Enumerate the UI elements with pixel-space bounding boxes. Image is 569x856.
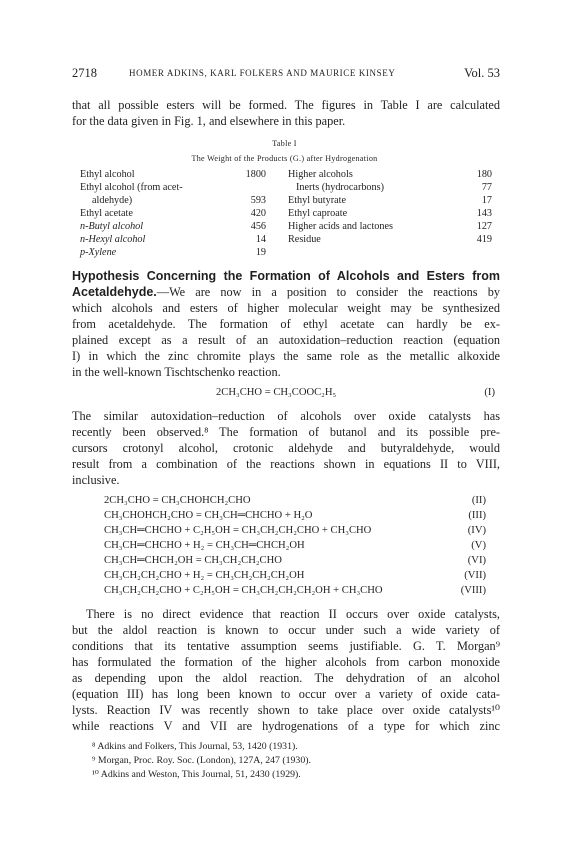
table-cell: Higher alcohols [288,169,353,180]
equation-number: (II) [471,495,486,506]
table-cell: Ethyl caproate [288,208,348,219]
running-header [72,66,500,84]
intro-line-2: for the data given in Fig. 1, and elsewhere in this paper. [72,114,346,128]
body-line: but the aldol reaction is known to occur under such a wide variety of [72,623,500,637]
table-cell: Ethyl butyrate [288,195,346,206]
section-heading-continued: Acetaldehyde. [72,285,157,299]
page-number: 2718 [72,66,97,80]
table-cell: Ethyl acetate [80,208,133,219]
equation-I: 2CH₃CHO = CH₃COOC₂H₅ [216,387,337,398]
equation-number: (V) [471,540,486,551]
body-line: I) in which the zinc chromite plays the same role as the metallic alkoxide [72,349,500,363]
equation-number: (I) [484,387,495,398]
body-line: inclusive. [72,473,120,487]
volume-number: Vol. 53 [464,66,500,80]
body-line: recently been observed.⁸ The formation of butanol and its possible pre- [72,425,500,439]
body-line: conditions that its tentative assumption seems justifiable. G. T. Morgan⁹ [72,639,500,653]
body-line: cursors crotonyl alcohol, crotonic aldehyde and butyraldehyde, would [72,441,500,455]
equation-number: (IV) [467,525,486,536]
equation: CH₃CH₂CH₂CHO + H₂ = CH₃CH₂CH₂CH₂OH [104,570,305,581]
table-cell: 14 [255,234,266,245]
table-cell: 419 [476,234,492,245]
body-line: plained except as a result of an autoxidation–reduction reaction (equation [72,333,500,347]
footnote-8: ⁸ Adkins and Folkers, This Journal, 53, 1420 (1931). [92,741,298,752]
table-cell: 143 [476,208,492,219]
table-cell: 77 [481,182,492,193]
section-heading: Hypothesis Concerning the Formation of Alcohols and Esters from [72,269,500,283]
table-cell: 420 [250,208,266,219]
table-cell: n-Hexyl alcohol [80,234,146,245]
table-title: Table I [272,139,297,148]
equation: CH₃CH═CHCHO + H₂ = CH₃CH═CHCH₂OH [104,540,305,551]
table-cell: 1800 [245,169,266,180]
equation: CH₃CH═CHCHO + C₂H₅OH = CH₃CH₂CH₂CHO + CH₃CHO [104,525,372,536]
equation-number: (VI) [467,555,486,566]
table-cell: 127 [476,221,492,232]
table-cell: aldehyde) [92,195,133,206]
body-line: in the well-known Tischtschenko reaction. [72,365,281,379]
table-cell: 180 [476,169,492,180]
table-cell: Ethyl alcohol (from acet- [80,182,183,193]
body-line: There is no direct evidence that reaction II occurs over oxide catalysts, [86,607,500,621]
body-line: (equation III) has long been known to occur over a variety of oxide cata- [72,687,500,701]
equation-number: (VII) [464,570,486,581]
table-cell: 19 [255,247,266,258]
equation: CH₃CH═CHCH₂OH = CH₃CH₂CH₂CHO [104,555,282,566]
body-line: as depending upon the aldol reaction. The dehydration of an alcohol [72,671,500,685]
table-cell: Residue [288,234,321,245]
body-line: The similar autoxidation–reduction of alcohols over oxide catalysts has [72,409,500,423]
footnote-10: ¹⁰ Adkins and Weston, This Journal, 51, 2430 (1929). [92,769,301,780]
header-authors: HOMER ADKINS, KARL FOLKERS AND MAURICE KINSEY [129,68,396,78]
equation-number: (VIII) [460,585,486,596]
table-cell: Higher acids and lactones [288,221,393,232]
equation-number: (III) [468,510,486,521]
equation: CH₃CHOHCH₂CHO = CH₃CH═CHCHO + H₂O [104,510,313,521]
table-cell: Inerts (hydrocarbons) [296,182,384,193]
table-cell: 593 [250,195,266,206]
body-line: from acetaldehyde. The formation of ethyl acetate can hardly be ex- [72,317,500,331]
table-cell: 456 [250,221,266,232]
table-cell: Ethyl alcohol [80,169,135,180]
table-cell: n-Butyl alcohol [80,221,144,232]
intro-line-1: that all possible esters will be formed. The figures in Table I are calculated [72,98,500,112]
equation: CH₃CH₂CH₂CHO + C₂H₅OH = CH₃CH₂CH₂CH₂OH + CH₃CHO [104,585,383,596]
body-line [72,284,500,300]
body-line: while reactions V and VII are hydrogenations of a type for which zinc [72,719,500,733]
body-line: has formulated the formation of the higher alcohols from carbon monoxide [72,655,500,669]
body-line: result from a combination of the reactions shown in equations II to VIII, [72,457,500,471]
equation: 2CH₃CHO = CH₃CHOHCH₂CHO [104,495,251,506]
body-text: —We are now in a position to consider the reactions by [156,285,500,299]
table-caption: The Weight of the Products (G.) after Hydrogenation [191,154,378,163]
footnote-9: ⁹ Morgan, Proc. Roy. Soc. (London), 127A, 247 (1930). [92,755,311,766]
table-cell: p-Xylene [80,247,117,258]
body-line: lysts. Reaction IV was recently shown to take place over oxide catalysts¹⁰ [72,703,500,717]
table-cell: 17 [481,195,492,206]
body-line: which alcohols and esters of higher molecular weight may be synthesized [72,301,500,315]
